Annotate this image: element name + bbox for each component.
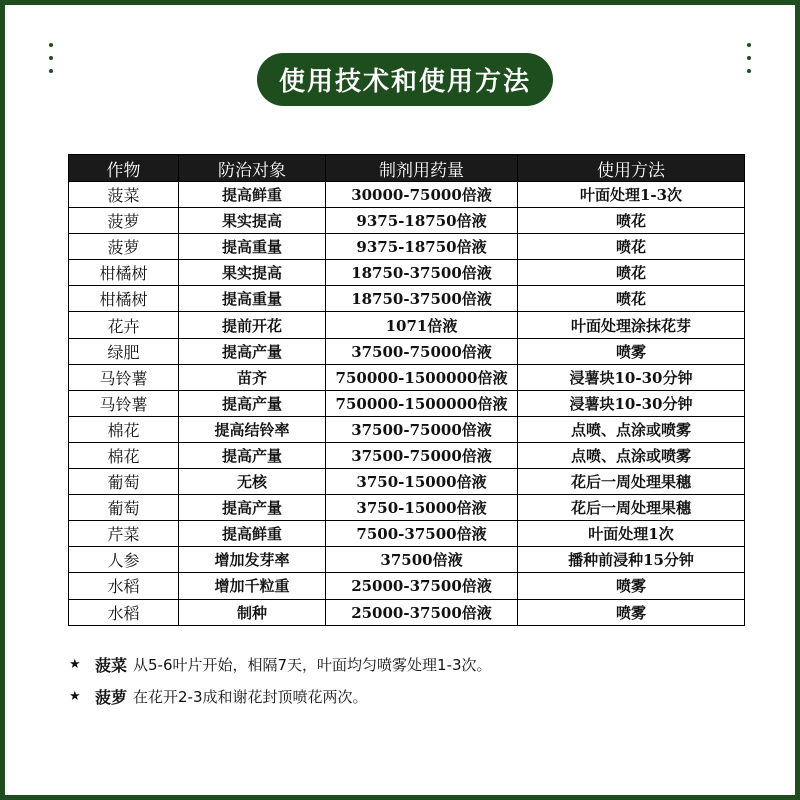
table-row [69,573,745,599]
table-row [69,521,745,547]
table-header [69,155,745,182]
cell-dosage: 750000-1500000倍液 [326,390,518,416]
cell-crop: 花卉 [69,312,179,338]
table-row [69,547,745,573]
page-title: 使用技术和使用方法 [257,53,553,106]
cell-method: 叶面处理1-3次 [518,182,745,208]
header-dosage: 制剂用药量 [326,155,518,182]
table-row [69,312,745,338]
dot [49,56,53,60]
cell-method: 浸薯块10-30分钟 [518,364,745,390]
usage-table-wrapper [68,154,744,626]
cell-method: 喷雾 [518,338,745,364]
cell-dosage: 37500-75000倍液 [326,338,518,364]
table-row [69,260,745,286]
cell-dosage: 7500-37500倍液 [326,521,518,547]
cell-method: 喷花 [518,234,745,260]
cell-target: 制种 [179,599,326,625]
note-crop: 菠菜 [95,655,128,675]
cell-crop: 菠萝 [69,234,179,260]
dot [747,56,751,60]
cell-dosage: 30000-75000倍液 [326,182,518,208]
dot [49,43,53,47]
cell-method: 点喷、点涂或喷雾 [518,416,745,442]
cell-target: 提高结铃率 [179,416,326,442]
cell-target: 提高产量 [179,442,326,468]
cell-target: 提高产量 [179,495,326,521]
cell-method: 花后一周处理果穗 [518,469,745,495]
usage-table [68,154,745,626]
cell-target: 提高重量 [179,234,326,260]
cell-dosage: 37500-75000倍液 [326,416,518,442]
cell-method: 花后一周处理果穗 [518,495,745,521]
table-row [69,364,745,390]
cell-target: 提高鲜重 [179,521,326,547]
cell-crop: 棉花 [69,416,179,442]
cell-dosage: 37500-75000倍液 [326,442,518,468]
cell-target: 果实提高 [179,208,326,234]
cell-crop: 水稻 [69,599,179,625]
cell-target: 苗齐 [179,364,326,390]
table-row [69,495,745,521]
cell-method: 喷花 [518,208,745,234]
cell-crop: 棉花 [69,442,179,468]
dot [747,43,751,47]
note-text: 从5-6叶片开始，相隔7天，叶面均匀喷雾处理1-3次。 [133,655,492,674]
table-row [69,390,745,416]
cell-method: 喷花 [518,260,745,286]
table-row [69,599,745,625]
table-row [69,416,745,442]
note-item [69,680,749,712]
cell-dosage: 25000-37500倍液 [326,573,518,599]
cell-method: 喷雾 [518,573,745,599]
cell-target: 无核 [179,469,326,495]
cell-target: 提高产量 [179,338,326,364]
cell-crop: 葡萄 [69,495,179,521]
star-icon: ★ [69,688,81,704]
cell-crop: 柑橘树 [69,260,179,286]
table-row [69,208,745,234]
vertical-dots-icon [747,43,751,73]
star-icon: ★ [69,656,81,672]
cell-dosage: 3750-15000倍液 [326,495,518,521]
cell-dosage: 18750-37500倍液 [326,286,518,312]
cell-method: 叶面处理1次 [518,521,745,547]
cell-crop: 芹菜 [69,521,179,547]
cell-target: 果实提高 [179,260,326,286]
table-row [69,234,745,260]
table-row [69,442,745,468]
cell-crop: 马铃薯 [69,390,179,416]
cell-crop: 人参 [69,547,179,573]
table-row [69,338,745,364]
cell-method: 播种前浸种15分钟 [518,547,745,573]
cell-target: 增加千粒重 [179,573,326,599]
cell-crop: 马铃薯 [69,364,179,390]
cell-dosage: 37500倍液 [326,547,518,573]
cell-crop: 柑橘树 [69,286,179,312]
cell-crop: 菠菜 [69,182,179,208]
cell-dosage: 25000-37500倍液 [326,599,518,625]
cell-target: 增加发芽率 [179,547,326,573]
table-row [69,286,745,312]
cell-method: 点喷、点涂或喷雾 [518,442,745,468]
cell-target: 提高重量 [179,286,326,312]
cell-dosage: 750000-1500000倍液 [326,364,518,390]
notes-section [69,648,749,712]
cell-crop: 葡萄 [69,469,179,495]
cell-dosage: 1071倍液 [326,312,518,338]
header-row [69,155,745,182]
cell-method: 喷花 [518,286,745,312]
cell-target: 提高产量 [179,390,326,416]
header-method: 使用方法 [518,155,745,182]
cell-dosage: 9375-18750倍液 [326,208,518,234]
table-body [69,182,745,626]
cell-method: 喷雾 [518,599,745,625]
note-crop: 菠萝 [95,687,128,707]
note-item [69,648,749,680]
table-row [69,469,745,495]
cell-method: 叶面处理涂抹花芽 [518,312,745,338]
dot [747,69,751,73]
cell-method: 浸薯块10-30分钟 [518,390,745,416]
cell-dosage: 9375-18750倍液 [326,234,518,260]
cell-crop: 绿肥 [69,338,179,364]
cell-target: 提高鲜重 [179,182,326,208]
dot [49,69,53,73]
cell-dosage: 3750-15000倍液 [326,469,518,495]
note-text: 在花开2-3成和谢花封顶喷花两次。 [133,687,368,706]
cell-dosage: 18750-37500倍液 [326,260,518,286]
vertical-dots-icon [49,43,53,73]
cell-target: 提前开花 [179,312,326,338]
cell-crop: 水稻 [69,573,179,599]
table-row [69,182,745,208]
header-crop: 作物 [69,155,179,182]
header-target: 防治对象 [179,155,326,182]
cell-crop: 菠萝 [69,208,179,234]
